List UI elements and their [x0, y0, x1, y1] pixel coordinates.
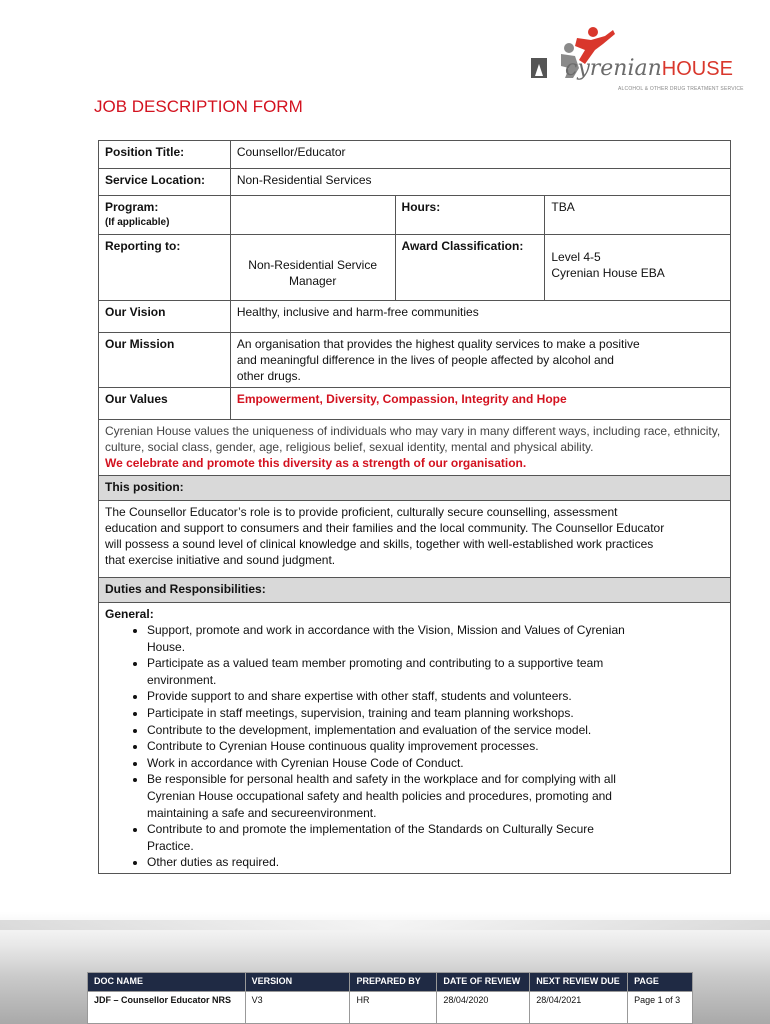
- doc-name-value: JDF – Counsellor Educator NRS: [88, 992, 246, 1024]
- values-row: [99, 388, 731, 420]
- program-value: [230, 196, 395, 235]
- version-header: VERSION: [245, 973, 350, 992]
- reporting-row: [99, 235, 731, 301]
- duty-item: • Participate as a valued team member promoting and contributing to a supportive team environment.: [147, 655, 630, 688]
- diversity-row: [99, 420, 731, 476]
- service-location-label: Service Location:: [99, 169, 231, 196]
- position-title-label: Position Title:: [99, 141, 231, 169]
- date-of-review-value: 28/04/2020: [437, 992, 530, 1024]
- award-classification-label: Award Classification:: [395, 235, 545, 301]
- duty-item: • Be responsible for personal health and safety in the workplace and for complying with all Cyrenian House occupational safety and health policies and procedures, promoting and maintaining a safe and secureenvironment.: [147, 771, 630, 821]
- vision-label: Our Vision: [99, 301, 231, 333]
- logo-tagline: ALCOHOL & OTHER DRUG TREATMENT SERVICE: [618, 86, 744, 92]
- reporting-to-label: Reporting to:: [99, 235, 231, 301]
- award-agreement: Cyrenian House EBA: [551, 266, 665, 280]
- vision-row: [99, 301, 731, 333]
- duty-item: • Contribute to the development, implementation and evaluation of the service model.: [147, 722, 630, 739]
- logo-wordmark: cyrenianHOUSE: [565, 56, 733, 81]
- diversity-statement: [99, 420, 731, 476]
- this-position-row: [99, 501, 731, 578]
- this-position-heading: This position:: [99, 476, 731, 501]
- duty-item: • Work in accordance with Cyrenian House Code of Conduct.: [147, 755, 630, 772]
- version-value: V3: [245, 992, 350, 1024]
- values-label: Our Values: [99, 388, 231, 420]
- service-location-row: [99, 169, 731, 196]
- duties-heading-row: [99, 578, 731, 603]
- program-row: [99, 196, 731, 235]
- hours-label: Hours:: [395, 196, 545, 235]
- document-control-table: [87, 972, 693, 1024]
- mission-value: An organisation that provides the highest quality services to make a positive and meaningful difference in the lives of people affected by alcohol and other drugs.: [230, 333, 730, 388]
- this-position-text: The Counsellor Educator’s role is to provide proficient, culturally secure counselling, assessment education and support to consumers and their families and the local community. The Counsellor Educator will possess a sound level of clinical knowledge and skills, together with well-established work practices that exercise initiative and sound judgment.: [99, 501, 731, 578]
- footer-stripe: [0, 920, 770, 930]
- diversity-text: Cyrenian House values the uniqueness of individuals who may vary in many different ways, including race, ethnicity, culture, social class, gender, age, religious belief, sexual identity, mental and physical ability.: [105, 424, 721, 454]
- duty-item: • Other duties as required.: [147, 854, 630, 871]
- program-label-cell: [99, 196, 231, 235]
- duty-item: • Contribute to Cyrenian House continuous quality improvement processes.: [147, 738, 630, 755]
- reporting-to-value: Non-Residential Service Manager: [230, 235, 395, 301]
- award-classification-value: [545, 235, 731, 301]
- prepared-by-value: HR: [350, 992, 437, 1024]
- hours-value: TBA: [545, 196, 731, 235]
- duty-item: • Contribute to and promote the implementation of the Standards on Culturally Secure Practice.: [147, 821, 630, 854]
- date-of-review-header: DATE OF REVIEW: [437, 973, 530, 992]
- mission-row: [99, 333, 731, 388]
- vision-value: Healthy, inclusive and harm-free communities: [230, 301, 730, 333]
- position-title-value: Counsellor/Educator: [230, 141, 730, 169]
- service-location-value: Non-Residential Services: [230, 169, 730, 196]
- duty-item: • Provide support to and share expertise with other staff, students and volunteers.: [147, 688, 630, 705]
- program-label: Program:: [105, 200, 159, 214]
- next-review-due-value: 28/04/2021: [530, 992, 628, 1024]
- doc-control-value-row: [88, 992, 693, 1024]
- prepared-by-header: PREPARED BY: [350, 973, 437, 992]
- next-review-due-header: NEXT REVIEW DUE: [530, 973, 628, 992]
- position-title-row: [99, 141, 731, 169]
- general-label: General:: [105, 607, 154, 621]
- job-description-table: [98, 140, 731, 874]
- program-sublabel: (If applicable): [105, 217, 170, 228]
- duty-item: • Participate in staff meetings, supervision, training and team planning workshops.: [147, 705, 630, 722]
- award-level: Level 4-5: [551, 250, 601, 264]
- doc-name-header: DOC NAME: [88, 973, 246, 992]
- duties-heading: Duties and Responsibilities:: [99, 578, 731, 603]
- mission-label: Our Mission: [99, 333, 231, 388]
- duty-item: • Support, promote and work in accordance with the Vision, Mission and Values of Cyrenian House.: [147, 622, 630, 655]
- values-value: Empowerment, Diversity, Compassion, Integrity and Hope: [230, 388, 730, 420]
- doc-control-header-row: [88, 973, 693, 992]
- duties-list: [105, 622, 630, 871]
- diversity-highlight: We celebrate and promote this diversity as a strength of our organisation.: [105, 456, 527, 470]
- this-position-heading-row: [99, 476, 731, 501]
- duties-row: [99, 603, 731, 874]
- duties-cell: [99, 603, 731, 874]
- page-header: PAGE: [628, 973, 693, 992]
- page-title: JOB DESCRIPTION FORM: [94, 97, 303, 116]
- page-value: Page 1 of 3: [628, 992, 693, 1024]
